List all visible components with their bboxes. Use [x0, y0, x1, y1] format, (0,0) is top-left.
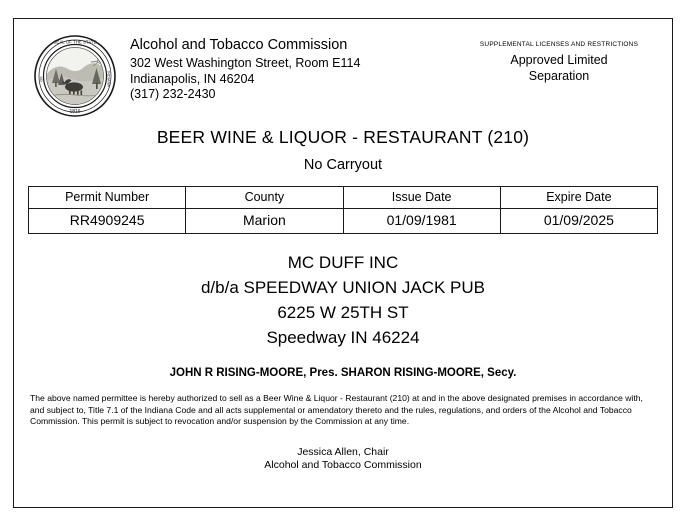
supplemental-heading: SUPPLEMENTAL LICENSES AND RESTRICTIONS — [479, 41, 639, 48]
supplemental-line-2: Separation — [528, 69, 590, 83]
supplemental-line-1: Approved Limited — [510, 53, 608, 67]
column-header-issue-date: Issue Date — [343, 187, 500, 209]
state-seal-icon — [34, 35, 116, 117]
cell-permit-number: RR4909245 — [29, 209, 186, 234]
licensee-street-address: 6225 W 25TH ST — [277, 303, 409, 322]
supplemental-restrictions-block — [464, 33, 658, 84]
signatory-name: Jessica Allen, Chair — [297, 445, 389, 458]
cell-county: Marion — [186, 209, 343, 234]
permit-details-table — [28, 186, 658, 234]
agency-address-line-2: Indianapolis, IN 46204 — [130, 71, 255, 86]
agency-phone: (317) 232-2430 — [130, 87, 216, 101]
svg-text:INDIANA: INDIANA — [106, 70, 112, 88]
cell-issue-date: 01/09/1981 — [343, 209, 500, 234]
liquor-license-certificate — [13, 18, 673, 508]
licensee-company-name: MC DUFF INC — [287, 253, 399, 272]
licensee-dba-name: d/b/a SPEEDWAY UNION JACK PUB — [200, 278, 486, 297]
permit-title-block — [14, 127, 672, 173]
signature-block — [14, 446, 672, 473]
certificate-header — [14, 19, 672, 116]
cell-expire-date: 01/09/2025 — [500, 209, 657, 234]
permit-type: BEER WINE & LIQUOR - RESTAURANT (210) — [156, 127, 530, 147]
agency-address-line-1: 302 West Washington Street, Room E114 — [130, 56, 361, 70]
officers-line: JOHN R RISING-MOORE, Pres. SHARON RISING-MOORE, Secy. — [169, 367, 517, 379]
licensee-block — [14, 250, 672, 350]
column-header-expire-date: Expire Date — [500, 187, 657, 209]
licensee-city-state-zip: Speedway IN 46224 — [266, 328, 420, 347]
legal-authorization-text: The above named permittee is hereby authorized to sell as a Beer Wine & Liquor - Restaurant (210) at and in the above designated premises in accordance with, and subject to, Title 7.1 of the Indiana Code and all acts supplemental or amendatory thereto and the rules, regulations, and orders of the Alcohol and Tobacco Commission. This permit is subject to revocation and/or suspension by the Commission at any time. — [30, 393, 643, 427]
permit-note: No Carryout — [303, 157, 383, 173]
column-header-county: County — [186, 187, 343, 209]
agency-block — [130, 33, 464, 103]
table-header-row — [29, 187, 658, 209]
table-row — [29, 209, 658, 234]
agency-name: Alcohol and Tobacco Commission — [130, 37, 348, 53]
permit-details-table-wrap — [28, 186, 658, 234]
svg-text:1816: 1816 — [69, 109, 81, 116]
svg-text:OF: OF — [38, 76, 44, 82]
column-header-permit-number: Permit Number — [29, 187, 186, 209]
svg-text:SEAL OF THE STATE: SEAL OF THE STATE — [53, 39, 97, 45]
signatory-agency: Alcohol and Tobacco Commission — [264, 459, 422, 472]
